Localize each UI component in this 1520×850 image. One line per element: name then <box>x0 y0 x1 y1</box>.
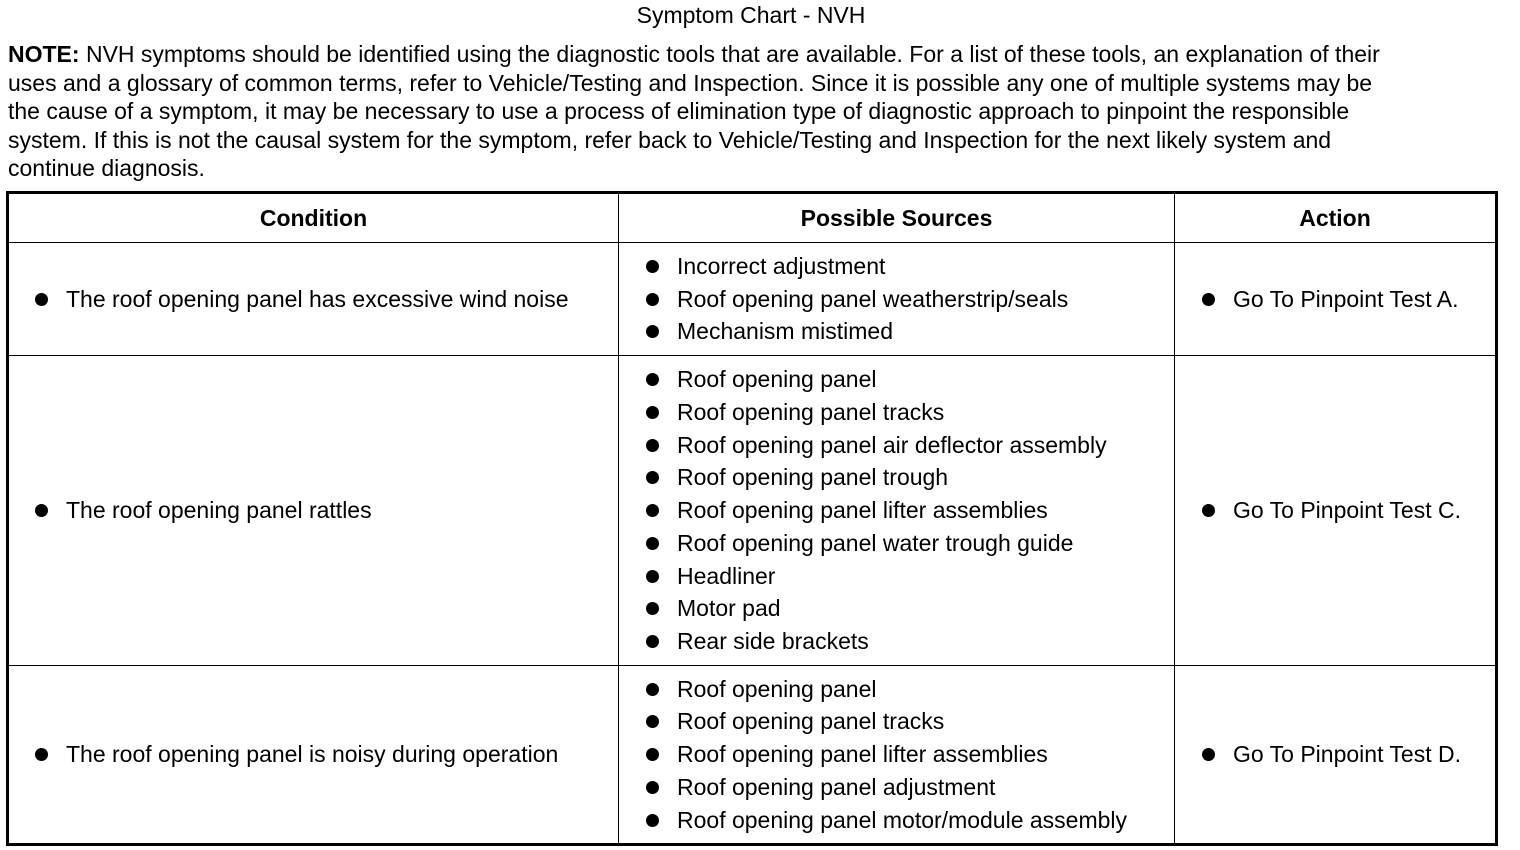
condition-item <box>9 494 618 527</box>
note-line: uses and a glossary of common terms, refer to Vehicle/Testing and Inspection. Since it is possible any one of multiple systems may be <box>8 69 1373 96</box>
source-text: Rear side brackets <box>677 628 869 655</box>
note-line: the cause of a symptom, it may be necessary to use a process of elimination type of diagnostic approach to pinpoint the responsible <box>8 98 1350 124</box>
table-row <box>8 666 1497 845</box>
source-text: Mechanism mistimed <box>677 318 893 345</box>
source-text: Roof opening panel motor/module assembly <box>677 806 1128 833</box>
source-text: Roof opening panel lifter assemblies <box>677 741 1048 768</box>
header-action: Action <box>1175 193 1497 243</box>
bullet-icon <box>646 814 659 827</box>
bullet-icon <box>646 373 659 386</box>
action-text: Go To Pinpoint Test C. <box>1233 497 1462 524</box>
source-item <box>619 771 1174 804</box>
bullet-icon <box>1202 293 1215 306</box>
source-item <box>619 592 1174 625</box>
possible-sources-cell <box>619 356 1175 666</box>
header-condition: Condition <box>8 193 619 243</box>
source-item <box>619 738 1174 771</box>
source-item <box>619 363 1174 396</box>
source-item <box>619 315 1174 348</box>
source-item <box>619 804 1174 837</box>
action-item <box>1175 738 1495 771</box>
note-label: NOTE: <box>8 41 80 67</box>
source-item <box>619 673 1174 706</box>
possible-sources-cell <box>619 243 1175 356</box>
header-possible-sources: Possible Sources <box>619 193 1175 243</box>
source-text: Motor pad <box>677 595 781 622</box>
source-text: Roof opening panel weatherstrip/seals <box>677 285 1069 312</box>
action-item <box>1175 283 1495 316</box>
source-text: Incorrect adjustment <box>677 252 886 279</box>
bullet-icon <box>646 471 659 484</box>
table-row <box>8 356 1497 666</box>
source-text: Roof opening panel lifter assemblies <box>677 497 1048 524</box>
source-item <box>619 494 1174 527</box>
source-item <box>619 560 1174 593</box>
source-text: Roof opening panel trough <box>677 464 949 491</box>
bullet-icon <box>35 504 48 517</box>
bullet-icon <box>646 325 659 338</box>
note-line: continue diagnosis. <box>8 155 205 181</box>
note-paragraph <box>8 40 1508 183</box>
condition-item <box>9 283 618 316</box>
bullet-icon <box>646 406 659 419</box>
source-text: Roof opening panel <box>677 675 877 702</box>
source-text: Roof opening panel adjustment <box>677 773 996 800</box>
condition-text: The roof opening panel has excessive wind noise <box>66 285 569 312</box>
source-text: Roof opening panel water trough guide <box>677 529 1074 556</box>
source-item <box>619 396 1174 429</box>
source-item <box>619 429 1174 462</box>
condition-item <box>9 738 618 771</box>
symptom-chart-table <box>6 191 1498 846</box>
bullet-icon <box>646 748 659 761</box>
table-row <box>8 243 1497 356</box>
bullet-icon <box>646 683 659 696</box>
condition-cell <box>8 356 619 666</box>
bullet-icon <box>646 570 659 583</box>
source-item <box>619 625 1174 658</box>
source-text: Roof opening panel <box>677 365 877 392</box>
bullet-icon <box>646 439 659 452</box>
bullet-icon <box>646 260 659 273</box>
condition-text: The roof opening panel is noisy during operation <box>66 741 559 768</box>
source-text: Headliner <box>677 562 776 589</box>
source-text: Roof opening panel air deflector assembly <box>677 431 1107 458</box>
action-text: Go To Pinpoint Test A. <box>1233 285 1459 312</box>
note-line <box>8 40 1508 69</box>
bullet-icon <box>35 293 48 306</box>
note-text: NVH symptoms should be identified using the diagnostic tools that are available. For a list of these tools, an explanation of their <box>79 41 1380 67</box>
bullet-icon <box>646 504 659 517</box>
bullet-icon <box>646 635 659 648</box>
action-cell <box>1175 243 1497 356</box>
source-item <box>619 283 1174 316</box>
possible-sources-cell <box>619 666 1175 845</box>
condition-text: The roof opening panel rattles <box>66 497 372 524</box>
source-item <box>619 461 1174 494</box>
page-title: Symptom Chart - NVH <box>636 2 866 28</box>
bullet-icon <box>646 715 659 728</box>
action-text: Go To Pinpoint Test D. <box>1233 741 1462 768</box>
bullet-icon <box>646 537 659 550</box>
bullet-icon <box>646 293 659 306</box>
bullet-icon <box>646 602 659 615</box>
note-line: system. If this is not the causal system for the symptom, refer back to Vehicle/Testing and Inspection for the next likely system and <box>8 126 1332 153</box>
table-header-row <box>8 193 1497 243</box>
source-text: Roof opening panel tracks <box>677 708 945 735</box>
source-item <box>619 527 1174 560</box>
source-item <box>619 705 1174 738</box>
bullet-icon <box>35 748 48 761</box>
action-cell <box>1175 666 1497 845</box>
source-text: Roof opening panel tracks <box>677 398 945 425</box>
bullet-icon <box>1202 504 1215 517</box>
bullet-icon <box>1202 748 1215 761</box>
source-item <box>619 250 1174 283</box>
action-item <box>1175 494 1495 527</box>
condition-cell <box>8 666 619 845</box>
bullet-icon <box>646 781 659 794</box>
condition-cell <box>8 243 619 356</box>
action-cell <box>1175 356 1497 666</box>
